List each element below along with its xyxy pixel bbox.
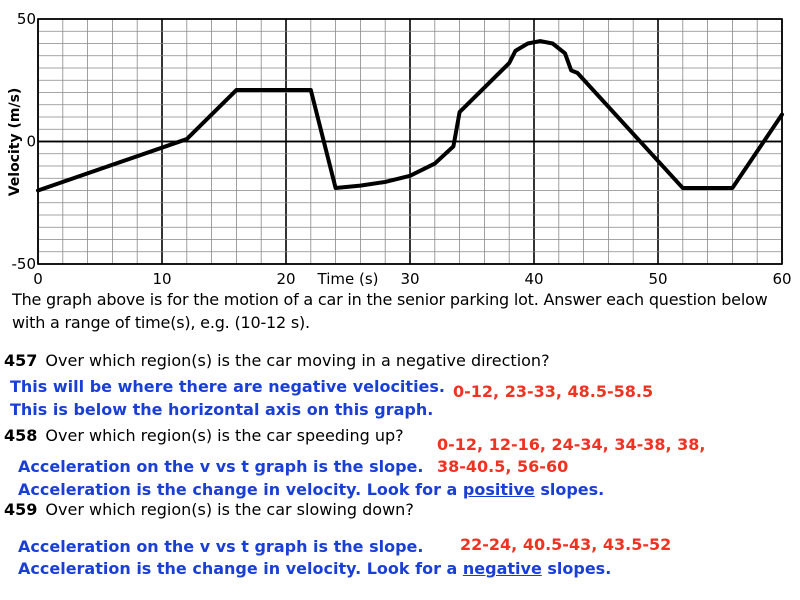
x-tick-label: 0 [33,270,43,288]
answer-459: 22-24, 40.5-43, 43.5-52 [460,535,672,554]
x-tick-label: 20 [276,270,296,288]
question-459 [4,500,414,519]
hint-text: Acceleration is the change in velocity. Look for a [18,559,463,578]
x-tick-label: 50 [648,270,668,288]
intro-line-1: The graph above is for the motion of a car in the senior parking lot. Answer each question below [12,290,768,309]
x-tick-label: 30 [400,270,420,288]
y-tick-label: 50 [16,10,36,28]
hint-text: slopes. [534,480,605,499]
hint-457-line-1: This will be where there are negative velocities. [10,377,445,396]
chart-tick-labels [12,10,792,288]
x-axis-label: Time (s) [317,270,379,288]
hint-text: Acceleration is the change in velocity. Look for a [18,480,463,499]
velocity-time-graph [0,0,800,290]
answer-458-line-2: 38-40.5, 56-60 [437,457,569,476]
x-tick-label: 60 [772,270,792,288]
hint-459-line-1: Acceleration on the v vs t graph is the slope. [18,537,424,556]
intro-line-2: with a range of time(s), e.g. (10-12 s). [12,313,310,332]
x-tick-label: 40 [524,270,544,288]
y-tick-label: -50 [11,255,36,273]
question-text: Over which region(s) is the car slowing down? [45,500,414,519]
y-tick-label: 0 [26,132,36,151]
hint-457-line-2: This is below the horizontal axis on this graph. [10,400,434,419]
answer-457: 0-12, 23-33, 48.5-58.5 [453,382,654,401]
question-458 [4,426,404,445]
hint-458-line-1: Acceleration on the v vs t graph is the slope. [18,457,424,476]
question-number: 458 [4,426,38,445]
x-tick-label: 10 [152,270,172,288]
question-number: 457 [4,351,38,370]
hint-458-line-2 [18,480,604,499]
hint-459-line-2 [18,559,611,578]
hint-emphasis: positive [462,480,535,499]
hint-text: slopes. [541,559,612,578]
question-text: Over which region(s) is the car speeding up? [45,426,404,445]
question-number: 459 [4,500,38,519]
answer-458-line-1: 0-12, 12-16, 24-34, 34-38, 38, [437,435,706,454]
y-axis-label: Velocity (m/s) [7,87,23,197]
question-457 [4,351,550,370]
hint-emphasis: negative [462,559,542,578]
question-text: Over which region(s) is the car moving in a negative direction? [45,351,550,370]
